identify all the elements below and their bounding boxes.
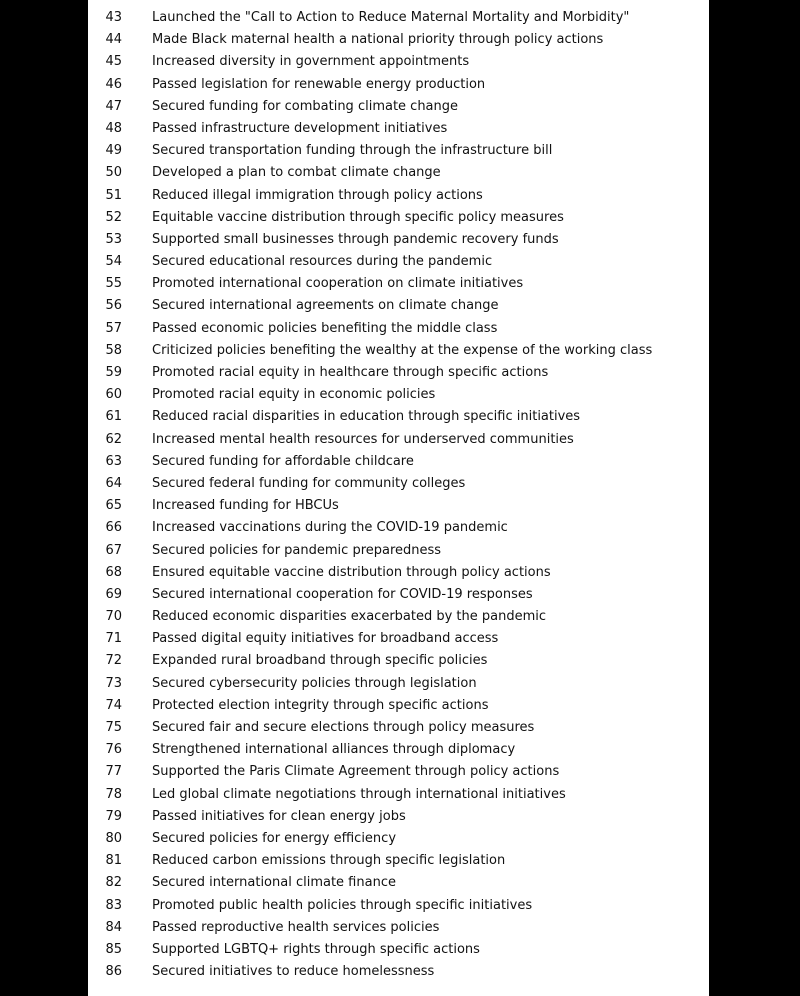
list-item-number: 51: [105, 187, 122, 203]
list-item-number: 48: [105, 120, 122, 136]
list-item: [88, 51, 709, 73]
list-item-text: Expanded rural broadband through specific policies: [152, 653, 488, 669]
list-item-number: 80: [105, 830, 122, 846]
list-item-number: 71: [105, 631, 122, 647]
list-item: [88, 451, 709, 473]
list-item: [88, 806, 709, 828]
list-item: [88, 495, 709, 517]
list-item-number: 76: [105, 742, 122, 758]
list-item-number: 50: [105, 165, 122, 181]
list-item-text: Reduced illegal immigration through policy actions: [152, 187, 483, 203]
list-item: [88, 207, 709, 229]
list-item-text: Secured policies for pandemic preparedness: [152, 542, 442, 558]
list-item-text: Secured transportation funding through the infrastructure bill: [152, 143, 553, 159]
list-item: [88, 673, 709, 695]
list-item-number: 45: [105, 54, 122, 70]
list-item: [88, 7, 709, 29]
list-item-text: Led global climate negotiations through international initiatives: [152, 786, 566, 802]
list-item-text: Secured policies for energy efficiency: [152, 830, 397, 846]
list-item: [88, 384, 709, 406]
list-item: [88, 96, 709, 118]
list-item: [88, 185, 709, 207]
list-item-text: Supported small businesses through pandemic recovery funds: [152, 231, 559, 247]
list-item-text: Secured international agreements on climate change: [152, 298, 499, 314]
list-item-number: 70: [105, 609, 122, 625]
list-item-number: 69: [105, 586, 122, 602]
list-item-number: 81: [105, 853, 122, 869]
list-item-text: Passed infrastructure development initiatives: [152, 120, 448, 136]
list-item-number: 46: [105, 76, 122, 92]
list-item-text: Increased diversity in government appointments: [152, 54, 470, 70]
list-item-number: 84: [105, 919, 122, 935]
list-item: [88, 162, 709, 184]
list-item: [88, 895, 709, 917]
list-item-number: 58: [105, 342, 122, 358]
list-item: [88, 562, 709, 584]
list-item-text: Reduced carbon emissions through specific legislation: [152, 853, 506, 869]
list-item: [88, 340, 709, 362]
list-item-text: Secured cybersecurity policies through legislation: [152, 675, 477, 691]
list-item-number: 60: [105, 387, 122, 403]
list-item-text: Secured educational resources during the pandemic: [152, 254, 493, 270]
list-item: [88, 251, 709, 273]
list-item: [88, 761, 709, 783]
list-item-number: 43: [105, 10, 122, 25]
list-item-number: 73: [105, 675, 122, 691]
list-item-number: 44: [105, 32, 122, 48]
list-item: [88, 229, 709, 251]
list-item-text: Made Black maternal health a national priority through policy actions: [152, 32, 604, 48]
list-item-text: Passed economic policies benefiting the middle class: [152, 320, 498, 336]
document-page: [88, 0, 709, 996]
list-item-text: Increased vaccinations during the COVID-19 pandemic: [152, 520, 508, 536]
list-item-text: Secured international climate finance: [152, 875, 396, 891]
list-item-text: Secured federal funding for community colleges: [152, 475, 466, 491]
list-item-text: Strengthened international alliances through diplomacy: [152, 742, 516, 758]
list-item-number: 62: [105, 431, 122, 447]
list-item-text: Passed initiatives for clean energy jobs: [152, 808, 406, 824]
list-item: [88, 406, 709, 428]
list-item: [88, 717, 709, 739]
list-item-number: 85: [105, 941, 122, 957]
list-item-number: 49: [105, 143, 122, 159]
list-item-text: Criticized policies benefiting the wealthy at the expense of the working class: [152, 342, 653, 358]
list-item: [88, 362, 709, 384]
list-item-number: 78: [105, 786, 122, 802]
list-item-number: 79: [105, 808, 122, 824]
list-item: [88, 695, 709, 717]
numbered-list: [88, 7, 709, 983]
list-item-text: Passed reproductive health services policies: [152, 919, 440, 935]
list-item-number: 54: [105, 254, 122, 270]
list-item: [88, 939, 709, 961]
list-item-text: Equitable vaccine distribution through specific policy measures: [152, 209, 564, 225]
list-item-text: Promoted racial equity in healthcare through specific actions: [152, 365, 549, 380]
list-item-text: Secured funding for affordable childcare: [152, 453, 414, 469]
list-item: [88, 584, 709, 606]
list-item-text: Reduced racial disparities in education through specific initiatives: [152, 409, 581, 425]
list-item: [88, 606, 709, 628]
list-item-number: 83: [105, 897, 122, 913]
list-item-text: Promoted international cooperation on climate initiatives: [152, 276, 524, 292]
list-item-text: Promoted racial equity in economic policies: [152, 387, 436, 403]
list-item-text: Launched the "Call to Action to Reduce Maternal Mortality and Morbidity": [152, 10, 630, 25]
list-item-text: Increased funding for HBCUs: [152, 498, 339, 514]
list-item-text: Supported the Paris Climate Agreement through policy actions: [152, 764, 560, 780]
list-item-number: 74: [105, 697, 122, 713]
list-item-number: 82: [105, 875, 122, 891]
list-item-number: 59: [105, 365, 122, 380]
list-item-text: Ensured equitable vaccine distribution through policy actions: [152, 564, 551, 580]
list-item-number: 57: [105, 320, 122, 336]
list-item: [88, 473, 709, 495]
list-item: [88, 273, 709, 295]
list-item-number: 56: [105, 298, 122, 314]
list-item: [88, 29, 709, 51]
list-item: [88, 118, 709, 140]
list-item: [88, 650, 709, 672]
list-item-number: 53: [105, 231, 122, 247]
list-item-number: 72: [105, 653, 122, 669]
list-item-number: 75: [105, 720, 122, 735]
list-item-number: 63: [105, 453, 122, 469]
list-item-number: 64: [105, 475, 122, 491]
list-item: [88, 295, 709, 317]
list-item-text: Developed a plan to combat climate change: [152, 165, 441, 181]
list-item: [88, 961, 709, 983]
list-item-text: Reduced economic disparities exacerbated by the pandemic: [152, 609, 547, 625]
list-item-text: Supported LGBTQ+ rights through specific actions: [152, 941, 480, 957]
list-item-text: Secured fair and secure elections through policy measures: [152, 720, 535, 735]
list-item-number: 77: [105, 764, 122, 780]
list-item-text: Secured initiatives to reduce homelessness: [152, 964, 435, 980]
list-item: [88, 784, 709, 806]
list-item: [88, 429, 709, 451]
list-item-number: 67: [105, 542, 122, 558]
list-item-number: 55: [105, 276, 122, 292]
list-item-number: 66: [105, 520, 122, 536]
list-item: [88, 917, 709, 939]
list-item: [88, 140, 709, 162]
list-item-number: 61: [105, 409, 122, 425]
list-item: [88, 872, 709, 894]
list-item-text: Secured funding for combating climate change: [152, 98, 459, 114]
list-item-text: Secured international cooperation for COVID-19 responses: [152, 586, 533, 602]
list-item-text: Protected election integrity through specific actions: [152, 697, 489, 713]
list-item-number: 65: [105, 498, 122, 514]
list-item-text: Passed legislation for renewable energy production: [152, 76, 486, 92]
list-item-text: Passed digital equity initiatives for broadband access: [152, 631, 499, 647]
list-item-number: 47: [105, 98, 122, 114]
list-item: [88, 628, 709, 650]
list-item-number: 52: [105, 209, 122, 225]
list-item: [88, 74, 709, 96]
list-item: [88, 739, 709, 761]
list-item: [88, 540, 709, 562]
list-item: [88, 318, 709, 340]
list-item-number: 86: [105, 964, 122, 980]
list-item-text: Increased mental health resources for underserved communities: [152, 431, 574, 447]
list-item-number: 68: [105, 564, 122, 580]
list-item: [88, 517, 709, 539]
list-item: [88, 828, 709, 850]
list-item-text: Promoted public health policies through specific initiatives: [152, 897, 533, 913]
list-item: [88, 850, 709, 872]
